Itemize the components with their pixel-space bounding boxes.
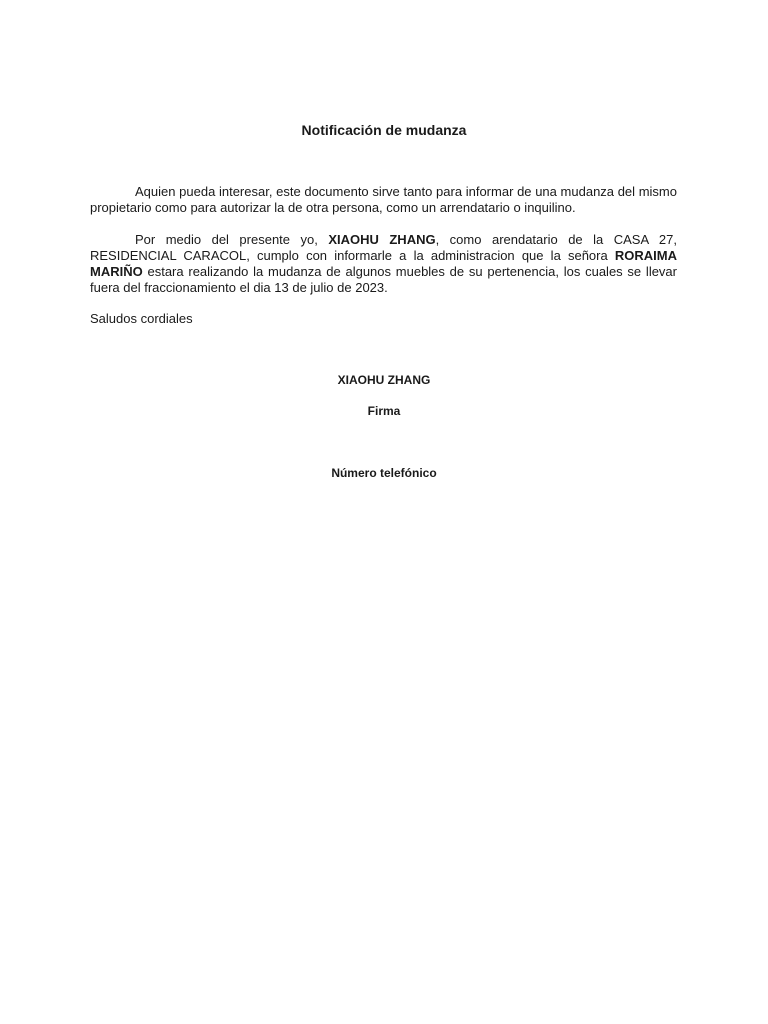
notice-text-part1: Por medio del presente yo, <box>135 232 329 247</box>
intro-paragraph-text: Aquien pueda interesar, este documento sirve tanto para informar de una mudanza del mismo propietario como para autorizar la de otra persona, como un arrendatario o inquilino. <box>90 184 677 215</box>
phone-label: Número telefónico <box>331 466 437 480</box>
notice-paragraph <box>90 232 677 296</box>
tenant-name: XIAOHU ZHANG <box>328 232 436 247</box>
signature-name: XIAOHU ZHANG <box>337 373 431 387</box>
intro-paragraph <box>90 184 677 216</box>
notice-text-part3: estara realizando la mudanza de algunos muebles de su pertenencia, los cuales se llevar fuera del fraccionamiento el dia 13 de julio de 2023. <box>90 264 677 295</box>
greeting: Saludos cordiales <box>90 311 193 326</box>
mover-name: RORAIMA MARIÑO <box>90 248 677 279</box>
notice-text-part2: , como arendatario de la CASA 27, RESIDENCIAL CARACOL, cumplo con informarle a la administracion que la señora <box>90 232 677 263</box>
signature-label: Firma <box>367 404 401 418</box>
document-title: Notificación de mudanza <box>301 122 467 138</box>
